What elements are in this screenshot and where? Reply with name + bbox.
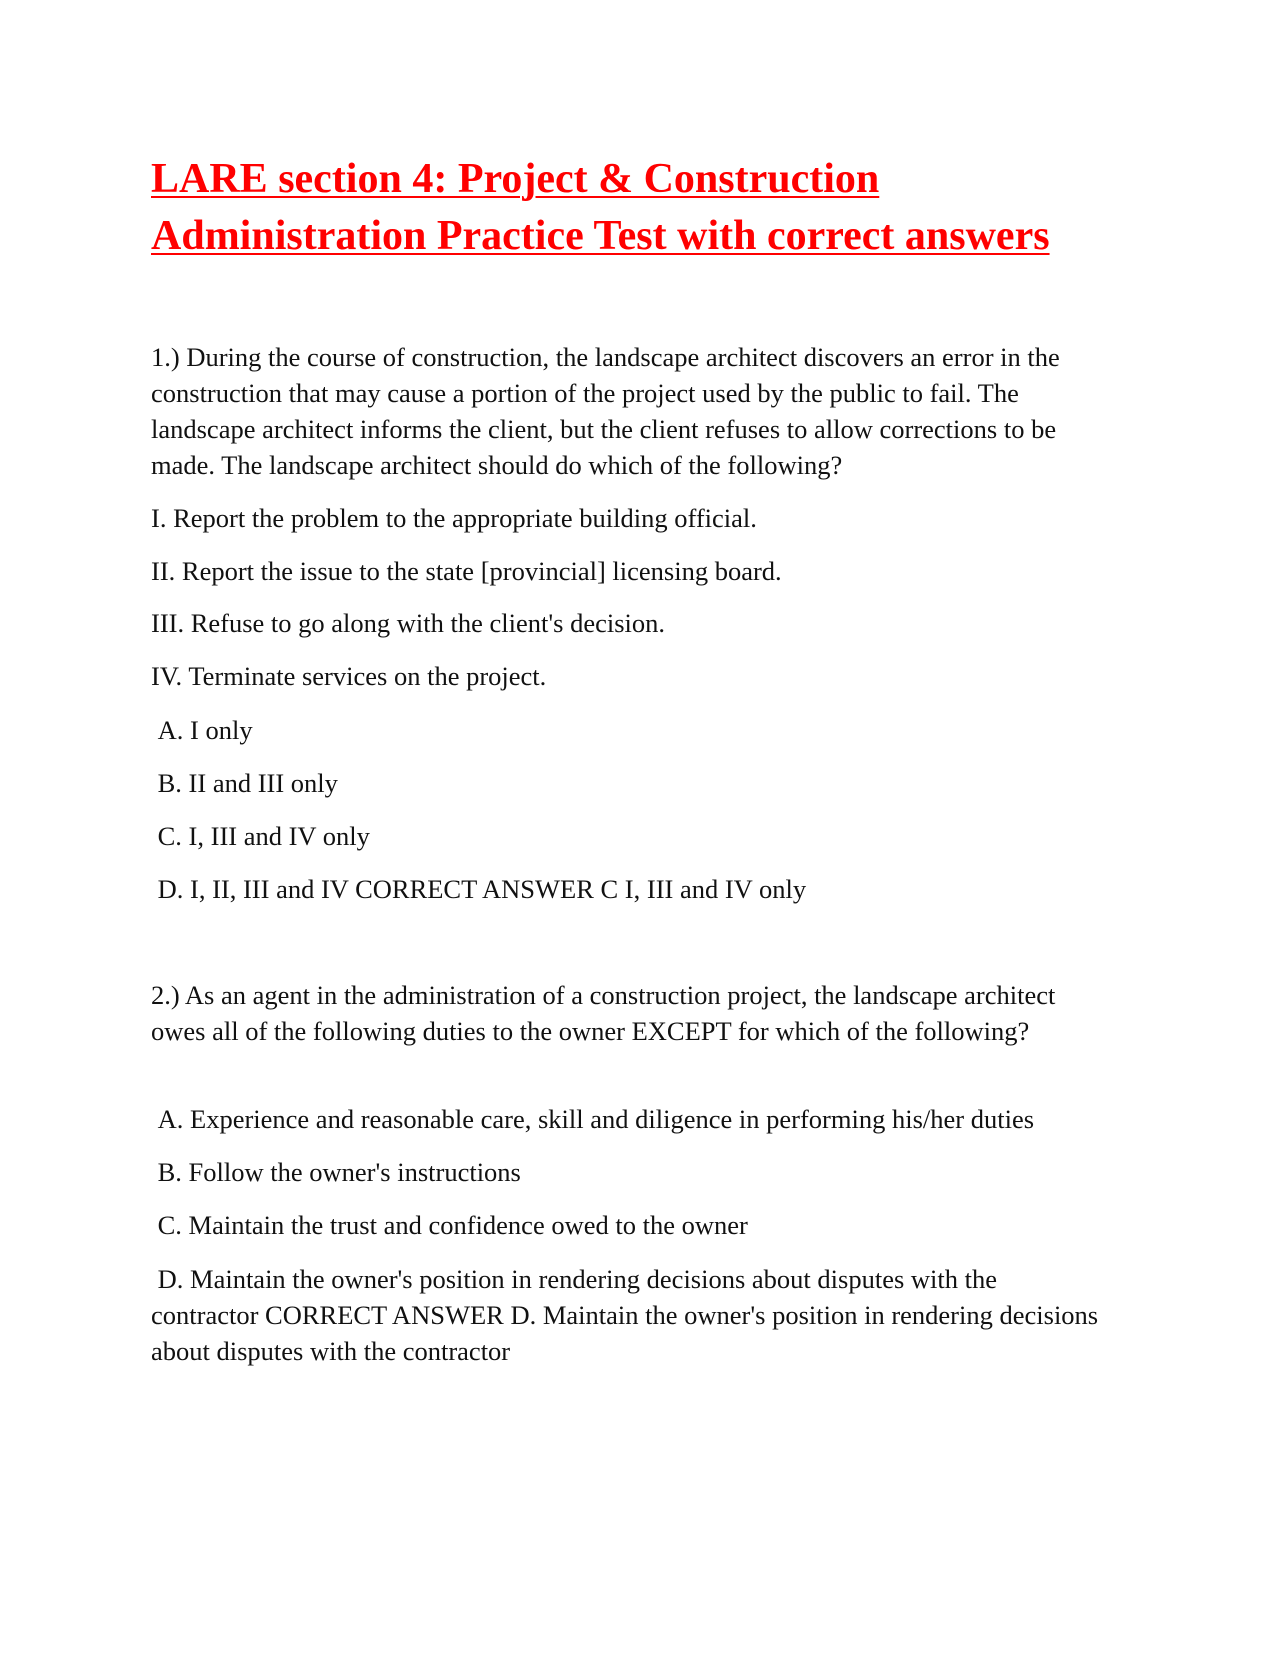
q2-option-c: C. Maintain the trust and confidence owed to the owner <box>151 1210 748 1240</box>
q1-option-a: A. I only <box>151 715 253 745</box>
q1-statement-4: IV. Terminate services on the project. <box>151 661 547 691</box>
q2-option-a: A. Experience and reasonable care, skill and diligence in performing his/her duties <box>151 1104 1035 1134</box>
q1-option-b: B. II and III only <box>151 768 338 798</box>
q2-option-d-answer: D. Maintain the owner's position in rendering decisions about disputes with the contractor CORRECT ANSWER D. Maintain the owner's position in rendering decisions about disputes with the contractor <box>151 1264 1105 1366</box>
question-1-text: 1.) During the course of construction, the landscape architect discovers an error in the construction that may cause a portion of the project used by the public to fail. The landscape architect informs the client, but the client refuses to allow corrections to be made. The landscape architect should do which of the following? <box>151 342 1067 480</box>
q1-statement-3: III. Refuse to go along with the client's decision. <box>151 608 666 638</box>
question-2-text: 2.) As an agent in the administration of a construction project, the landscape architect owes all of the following duties to the owner EXCEPT for which of the following? <box>151 980 1063 1046</box>
q1-statement-1: I. Report the problem to the appropriate building official. <box>151 503 757 533</box>
q1-statement-2: II. Report the issue to the state [provincial] licensing board. <box>151 556 782 586</box>
q2-option-b: B. Follow the owner's instructions <box>151 1157 521 1187</box>
q1-option-d-answer: D. I, II, III and IV CORRECT ANSWER C I, III and IV only <box>151 874 807 904</box>
document-title: LARE section 4: Project & Construction Administration Practice Test with correct answers <box>151 156 1050 259</box>
q1-option-c: C. I, III and IV only <box>151 821 370 851</box>
